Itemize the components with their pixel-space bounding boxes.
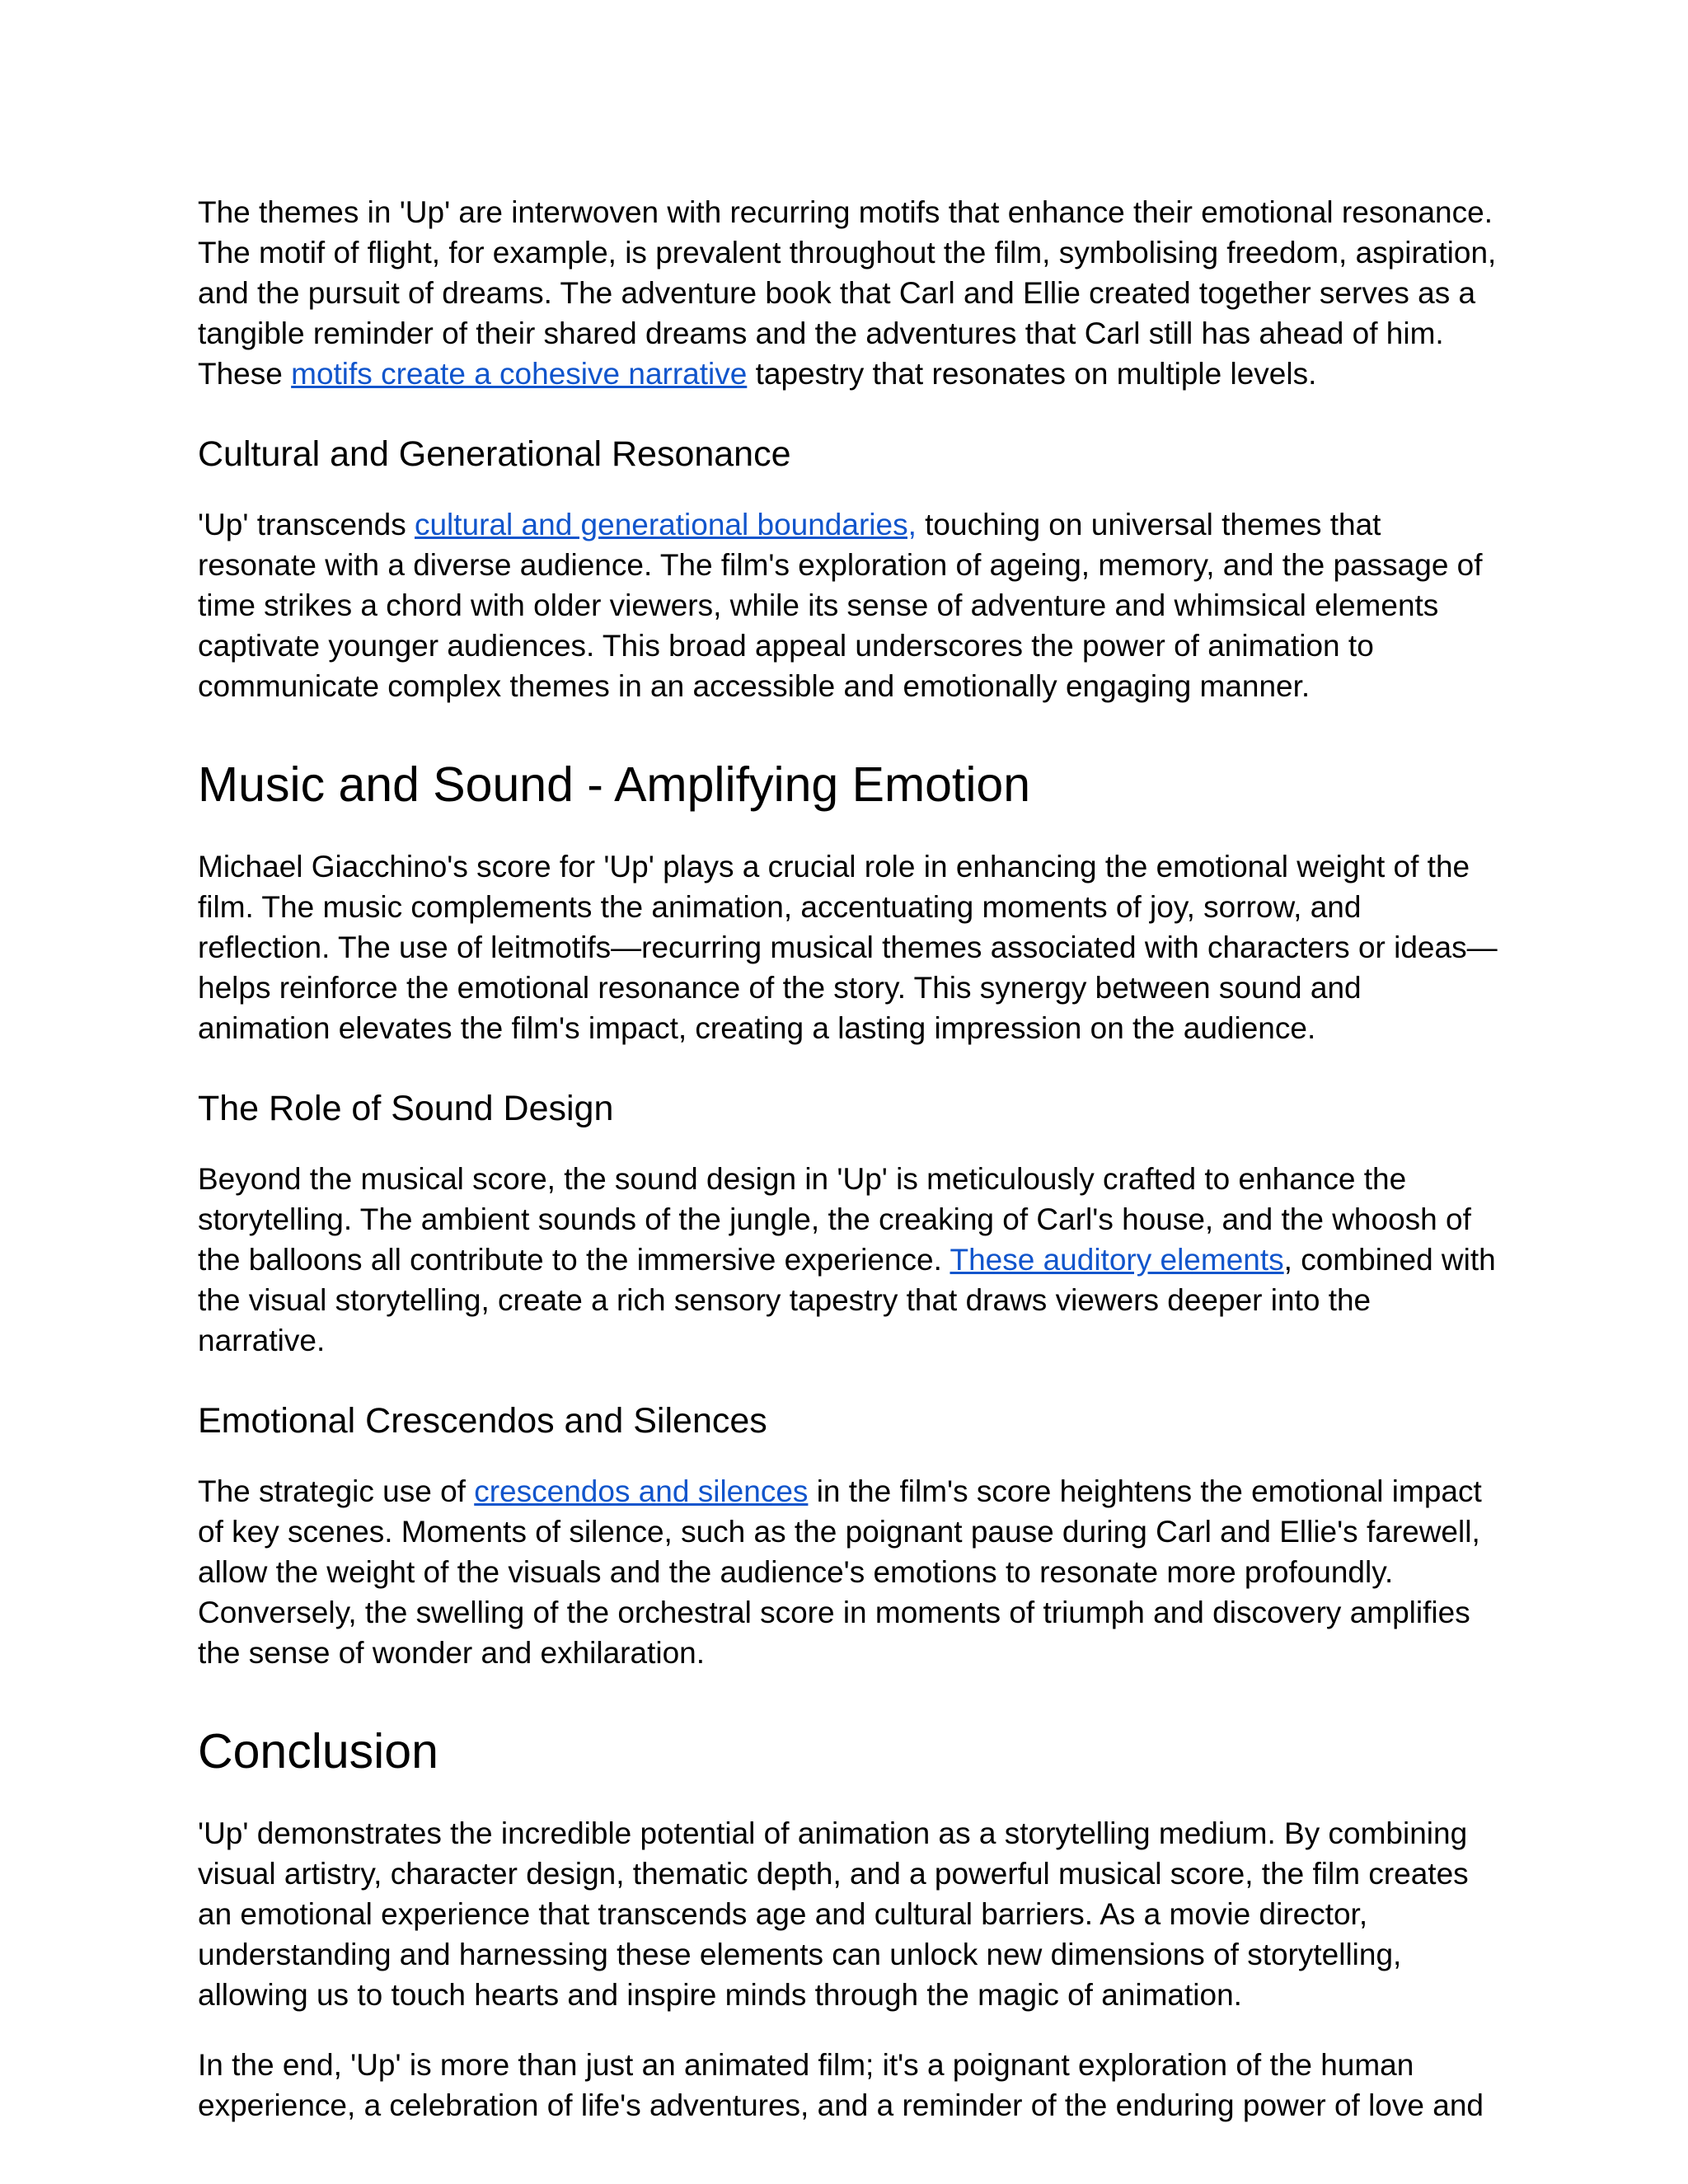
cultural-text-2: touching on universal themes that resonate with a diverse audience. The film's exploration of ageing, memory, and the passage of time strikes a chord with older viewers, while its sense of adventure and whimsical elements captivate younger audiences. This broad appeal underscores the power of animation to communicate complex themes in an accessible and emotionally engaging manner. bbox=[198, 508, 1483, 703]
document-page bbox=[198, 192, 1500, 2125]
sound-design-text-1: Beyond the musical score, the sound design in 'Up' is meticulously crafted to enhance the storytelling. The ambient sounds of the jungle, the creaking of Carl's house, and the whoosh of the balloons all contribute to the immersive experience. bbox=[198, 1162, 1471, 1277]
sound-design-paragraph bbox=[198, 1159, 1500, 1361]
motifs-link[interactable]: motifs create a cohesive narrative bbox=[291, 357, 748, 391]
music-heading: Music and Sound - Amplifying Emotion bbox=[198, 757, 1031, 812]
cultural-heading: Cultural and Generational Resonance bbox=[198, 434, 791, 474]
sound-design-text-2: , combined with the visual storytelling, create a rich sensory tapestry that draws viewers deeper into the narrative. bbox=[198, 1243, 1496, 1357]
sound-design-heading: The Role of Sound Design bbox=[198, 1089, 614, 1128]
intro-text-1: The themes in 'Up' are interwoven with recurring motifs that enhance their emotional resonance. The motif of flight, for example, is prevalent throughout the film, symbolising freedom, aspiration, and the pursuit of dreams. The adventure book that Carl and Ellie created together serves as a tangible reminder of their shared dreams and the adventures that Carl still has ahead of him. These bbox=[198, 195, 1497, 391]
crescendos-text-1: The strategic use of bbox=[198, 1474, 475, 1508]
crescendos-heading: Emotional Crescendos and Silences bbox=[198, 1401, 767, 1441]
cultural-paragraph bbox=[198, 504, 1500, 706]
crescendos-link[interactable]: crescendos and silences bbox=[474, 1474, 809, 1508]
crescendos-paragraph bbox=[198, 1471, 1500, 1673]
conclusion-heading: Conclusion bbox=[198, 1724, 438, 1779]
conclusion-paragraph-2: In the end, 'Up' is more than just an animated film; it's a poignant exploration of the human experience, a celebration of life's adventures, and a reminder of the enduring power of love and bbox=[198, 2048, 1484, 2122]
crescendos-text-2: in the film's score heightens the emotional impact of key scenes. Moments of silence, such as the poignant pause during Carl and Ellie's farewell, allow the weight of the visuals and the audience's emotions to resonate more profoundly. Conversely, the swelling of the orchestral score in moments of triumph and discovery amplifies the sense of wonder and exhilaration. bbox=[198, 1474, 1482, 1670]
intro-paragraph bbox=[198, 192, 1500, 394]
intro-text-2: tapestry that resonates on multiple levels. bbox=[747, 357, 1317, 391]
music-paragraph: Michael Giacchino's score for 'Up' plays a crucial role in enhancing the emotional weight of the film. The music complements the animation, accentuating moments of joy, sorrow, and reflection. The use of leitmotifs—recurring musical themes associated with characters or ideas—helps reinforce the emotional resonance of the story. This synergy between sound and animation elevates the film's impact, creating a lasting impression on the audience. bbox=[198, 850, 1498, 1045]
auditory-elements-link[interactable]: These auditory elements bbox=[950, 1243, 1284, 1277]
conclusion-paragraph-1: 'Up' demonstrates the incredible potential of animation as a storytelling medium. By combining visual artistry, character design, thematic depth, and a powerful musical score, the film creates an emotional experience that transcends age and cultural barriers. As a movie director, understanding and harnessing these elements can unlock new dimensions of storytelling, allowing us to touch hearts and inspire minds through the magic of animation. bbox=[198, 1816, 1469, 2012]
cultural-text-1: 'Up' transcends bbox=[198, 508, 415, 541]
cultural-boundaries-link[interactable]: cultural and generational boundaries, bbox=[414, 508, 917, 541]
